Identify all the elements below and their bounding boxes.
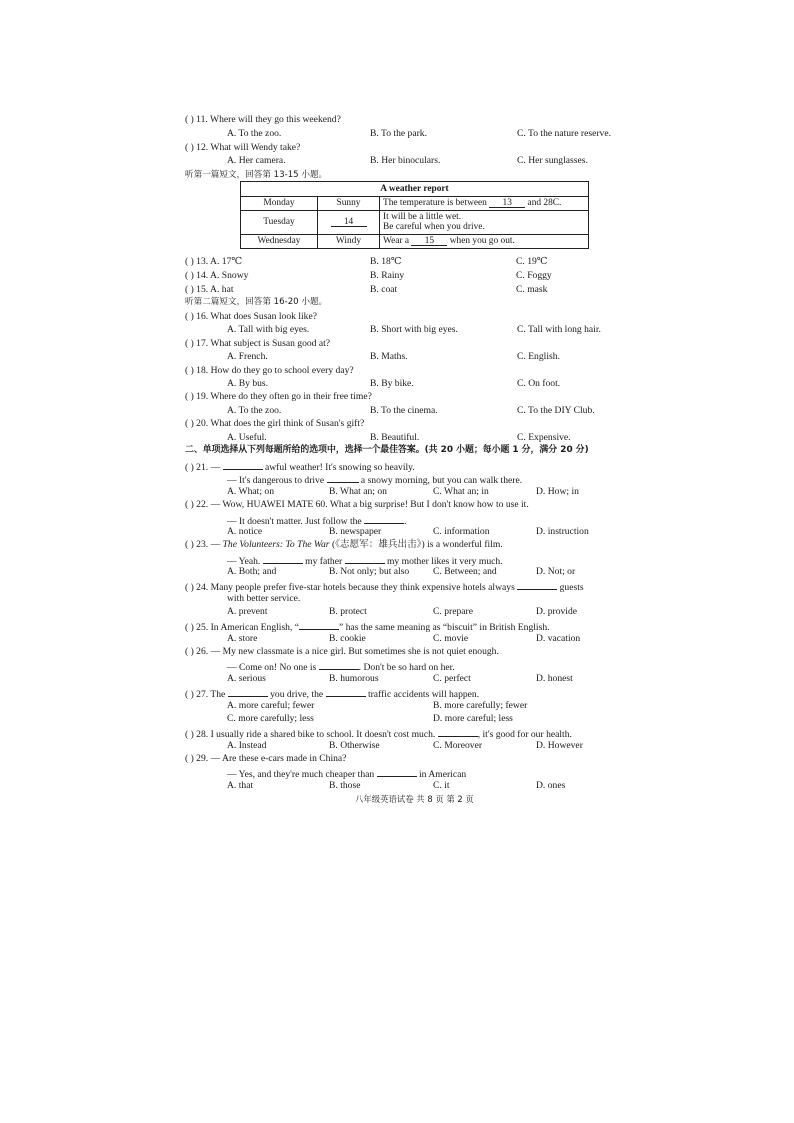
- question-27-options-row2: [227, 714, 627, 725]
- question-21-line1: ( ) 21. — awful weather! It's snowing so heavily.: [185, 462, 415, 473]
- film-title: The Volunteers: To The War: [222, 539, 330, 550]
- option-b: B. more carefully; fewer: [433, 700, 528, 711]
- answer-blank-14: 14: [331, 217, 367, 227]
- option-b: B. cookie: [329, 633, 366, 644]
- question-23-options: [227, 567, 627, 578]
- option-b: B. newspaper: [329, 526, 382, 537]
- option-a: A. To the zoo.: [227, 128, 282, 139]
- answer-blank: [327, 473, 359, 483]
- option-a: A. Useful.: [227, 432, 267, 443]
- question-17-stem: ( ) 17. What subject is Susan good at?: [185, 338, 331, 349]
- option-c: C. Tall with long hair.: [517, 324, 601, 335]
- answer-blank: [345, 554, 385, 564]
- answer-blank: [438, 727, 478, 737]
- option-d: D. instruction: [536, 526, 589, 537]
- question-22-line2: — It doesn't matter. Just follow the .: [227, 516, 407, 527]
- weather-wednesday: Windy: [318, 234, 380, 248]
- table-title: A weather report: [241, 182, 589, 197]
- answer-blank: [299, 620, 339, 630]
- answer-blank: [517, 580, 557, 590]
- day-wednesday: Wednesday: [241, 234, 318, 248]
- option-c: C. Moreover: [433, 740, 483, 751]
- question-28-options: [227, 741, 627, 752]
- question-24-line1: ( ) 24. Many people prefer five-star hotels because they think expensive hotels always guests: [185, 582, 584, 593]
- option-c: C. more carefully; less: [227, 713, 314, 724]
- answer-blank-15: 15: [411, 236, 447, 246]
- option-a: A. store: [227, 633, 258, 644]
- question-18-options: [227, 379, 627, 390]
- option-b: B. 18℃: [370, 256, 402, 267]
- question-29-line2: — Yes, and they're much cheaper than in American: [227, 769, 467, 780]
- question-24-options: [227, 607, 627, 618]
- question-22-options: [227, 527, 627, 538]
- option-a: A. that: [227, 780, 254, 791]
- option-d: D. honest: [536, 673, 573, 684]
- option-a: A. What; on: [227, 486, 274, 497]
- question-11-options: [227, 129, 627, 140]
- option-a: A. Instead: [227, 740, 267, 751]
- option-a: A. Tall with big eyes.: [227, 324, 310, 335]
- option-a: A. To the zoo.: [227, 405, 282, 416]
- option-c: C. On foot.: [517, 378, 561, 389]
- option-c: C. mask: [516, 284, 548, 295]
- option-c: C. perfect: [433, 673, 471, 684]
- day-tuesday: Tuesday: [241, 211, 318, 235]
- option-b: B. coat: [370, 284, 398, 295]
- question-24-line2: with better service.: [227, 593, 301, 604]
- option-d: D. However: [536, 740, 583, 751]
- question-16-stem: ( ) 16. What does Susan look like?: [185, 311, 317, 322]
- question-25-options: [227, 634, 627, 645]
- question-23-line2: — Yeah. my father my mother likes it very much.: [227, 556, 503, 567]
- weather-report-table: [240, 181, 589, 249]
- question-28-line1: ( ) 28. I usually ride a shared bike to school. It doesn't cost much. , it's good for our health.: [185, 729, 572, 740]
- answer-blank: [263, 554, 303, 564]
- question-20-options: [227, 433, 627, 444]
- option-d: D. Not; or: [536, 566, 576, 577]
- option-c: C. To the DIY Club.: [517, 405, 595, 416]
- question-27-options-row1: [227, 701, 627, 712]
- option-c: C. Between; and: [433, 566, 497, 577]
- option-d: D. vacation: [536, 633, 581, 644]
- question-29-options: [227, 781, 627, 792]
- option-a: A. more careful; fewer: [227, 700, 315, 711]
- answer-blank: [319, 660, 359, 670]
- answer-blank: [364, 514, 404, 524]
- question-26-options: [227, 674, 627, 685]
- option-a: A. serious: [227, 673, 266, 684]
- option-b: B. To the park.: [370, 128, 427, 139]
- option-a: A. Her camera.: [227, 155, 286, 166]
- question-19-stem: ( ) 19. Where do they often go in their free time?: [185, 391, 372, 402]
- option-a: A. French.: [227, 351, 268, 362]
- answer-blank: [228, 687, 268, 697]
- section-heading-multiple-choice: 二、单项选择从下列每题所给的选项中，选择一个最佳答案。(共 20 小题；每小题 1 分，满分 20 分): [185, 445, 589, 455]
- question-18-stem: ( ) 18. How do they go to school every day?: [185, 365, 354, 376]
- option-b: B. Otherwise: [329, 740, 380, 751]
- option-c: C. information: [433, 526, 490, 537]
- answer-blank: [223, 460, 263, 470]
- question-21-line2: — It's dangerous to drive a snowy morning, but you can walk there.: [227, 475, 523, 486]
- question-29-line1: ( ) 29. — Are these e-cars made in China?: [185, 753, 347, 764]
- question-12-stem: ( ) 12. What will Wendy take?: [185, 142, 301, 153]
- option-d: D. ones: [536, 780, 566, 791]
- option-a: A. By bus.: [227, 378, 269, 389]
- option-b: B. those: [329, 780, 361, 791]
- option-c: C. What an; in: [433, 486, 489, 497]
- question-14: ( ) 14. A. Snowy B. Rainy C. Foggy: [185, 270, 552, 281]
- question-15: ( ) 15. A. hat B. coat C. mask: [185, 284, 548, 295]
- question-20-stem: ( ) 20. What does the girl think of Susan's gift?: [185, 418, 365, 429]
- question-13: ( ) 13. A. 17℃ B. 18℃ C. 19℃: [185, 256, 548, 267]
- option-b: B. Short with big eyes.: [370, 324, 458, 335]
- option-c: C. Expensive.: [517, 432, 571, 443]
- question-16-options: [227, 325, 627, 336]
- answer-blank: [377, 767, 417, 777]
- section-heading-listening-1: 听第一篇短文，回答第 13-15 小题。: [185, 170, 328, 180]
- question-26-line2: — Come on! No one is . Don't be so hard on her.: [227, 662, 455, 673]
- option-c: C. To the nature reserve.: [517, 128, 611, 139]
- option-b: B. What an; on: [329, 486, 387, 497]
- page-footer: 八年级英语试卷 共 8 页 第 2 页: [355, 794, 474, 804]
- option-b: B. humorous: [329, 673, 379, 684]
- option-c: C. 19℃: [516, 256, 548, 267]
- info-monday: The temperature is between 13 and 28C.: [380, 197, 589, 211]
- option-b: B. Rainy: [370, 270, 405, 281]
- info-wednesday: Wear a 15 when you go out.: [380, 234, 589, 248]
- option-b: B. Not only; but also: [329, 566, 410, 577]
- option-a: A. notice: [227, 526, 263, 537]
- option-c: C. prepare: [433, 606, 473, 617]
- question-21-options: [227, 487, 627, 498]
- question-25-line1: ( ) 25. In American English, “ ” has the same meaning as “biscuit” in British English.: [185, 622, 550, 633]
- option-c: C. English.: [517, 351, 560, 362]
- option-c: C. it: [433, 780, 450, 791]
- option-b: B. Maths.: [370, 351, 408, 362]
- option-c: C. movie: [433, 633, 469, 644]
- option-b: B. Her binoculars.: [370, 155, 441, 166]
- question-22-line1: ( ) 22. — Wow, HUAWEI MATE 60. What a big surprise! But I don't know how to use it.: [185, 499, 529, 510]
- option-d: D. more careful; less: [433, 713, 513, 724]
- option-d: D. provide: [536, 606, 578, 617]
- option-a: A. prevent: [227, 606, 268, 617]
- weather-tuesday: [318, 211, 380, 235]
- option-c: C. Her sunglasses.: [517, 155, 588, 166]
- question-27-line1: ( ) 27. The you drive, the traffic accidents will happen.: [185, 689, 480, 700]
- weather-monday: Sunny: [318, 197, 380, 211]
- option-d: D. How; in: [536, 486, 579, 497]
- info-tuesday: It will be a little wet. Be careful when you drive.: [380, 211, 589, 235]
- question-23-line1: ( ) 23. — The Volunteers: To The War (《志愿军：雄兵出击》) is a wonderful film.: [185, 539, 503, 550]
- answer-blank-13: 13: [489, 198, 525, 208]
- option-a: A. Both; and: [227, 566, 277, 577]
- question-11-stem: ( ) 11. Where will they go this weekend?: [185, 114, 341, 125]
- option-b: B. protect: [329, 606, 367, 617]
- option-b: B. To the cinema.: [370, 405, 438, 416]
- question-19-options: [227, 406, 627, 417]
- question-26-line1: ( ) 26. — My new classmate is a nice girl. But sometimes she is not quiet enough.: [185, 646, 499, 657]
- question-12-options: [227, 156, 627, 167]
- question-17-options: [227, 352, 627, 363]
- day-monday: Monday: [241, 197, 318, 211]
- answer-blank: [326, 687, 366, 697]
- option-b: B. By bike.: [370, 378, 414, 389]
- option-b: B. Beautiful.: [370, 432, 420, 443]
- option-c: C. Foggy: [516, 270, 552, 281]
- section-heading-listening-2: 听第二篇短文，回答第 16-20 小题。: [185, 297, 328, 307]
